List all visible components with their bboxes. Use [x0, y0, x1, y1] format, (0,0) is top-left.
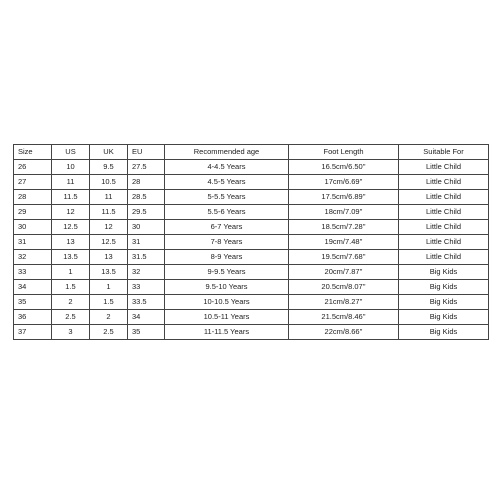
cell-recommended-age: 11-11.5 Years — [165, 325, 289, 340]
cell-us: 13 — [52, 235, 90, 250]
cell-recommended-age: 8-9 Years — [165, 250, 289, 265]
cell-size: 26 — [14, 160, 52, 175]
cell-size: 32 — [14, 250, 52, 265]
cell-eu: 35 — [128, 325, 165, 340]
cell-foot-length: 17cm/6.69'' — [289, 175, 399, 190]
cell-size: 36 — [14, 310, 52, 325]
cell-suitable-for: Little Child — [399, 205, 489, 220]
header-uk: UK — [90, 145, 128, 160]
cell-uk: 11.5 — [90, 205, 128, 220]
cell-us: 2 — [52, 295, 90, 310]
table-row — [14, 295, 489, 310]
cell-foot-length: 20.5cm/8.07'' — [289, 280, 399, 295]
cell-uk: 12 — [90, 220, 128, 235]
cell-suitable-for: Little Child — [399, 235, 489, 250]
table-row — [14, 160, 489, 175]
table-row — [14, 265, 489, 280]
cell-foot-length: 16.5cm/6.50'' — [289, 160, 399, 175]
table-row — [14, 220, 489, 235]
header-suitable-for: Suitable For — [399, 145, 489, 160]
cell-recommended-age: 6-7 Years — [165, 220, 289, 235]
cell-size: 30 — [14, 220, 52, 235]
cell-uk: 2.5 — [90, 325, 128, 340]
cell-recommended-age: 5.5-6 Years — [165, 205, 289, 220]
cell-suitable-for: Big Kids — [399, 325, 489, 340]
header-row — [14, 145, 489, 160]
cell-suitable-for: Big Kids — [399, 310, 489, 325]
header-us: US — [52, 145, 90, 160]
cell-suitable-for: Big Kids — [399, 280, 489, 295]
size-chart-table — [13, 144, 489, 340]
cell-size: 33 — [14, 265, 52, 280]
cell-us: 1.5 — [52, 280, 90, 295]
cell-uk: 1 — [90, 280, 128, 295]
cell-eu: 29.5 — [128, 205, 165, 220]
table-row — [14, 310, 489, 325]
cell-foot-length: 21.5cm/8.46'' — [289, 310, 399, 325]
cell-us: 12 — [52, 205, 90, 220]
table-body — [14, 160, 489, 340]
cell-us: 2.5 — [52, 310, 90, 325]
table-row — [14, 175, 489, 190]
cell-recommended-age: 10.5-11 Years — [165, 310, 289, 325]
cell-recommended-age: 5-5.5 Years — [165, 190, 289, 205]
table-row — [14, 235, 489, 250]
cell-foot-length: 20cm/7.87'' — [289, 265, 399, 280]
cell-uk: 13.5 — [90, 265, 128, 280]
cell-size: 31 — [14, 235, 52, 250]
cell-foot-length: 18cm/7.09'' — [289, 205, 399, 220]
cell-recommended-age: 4.5-5 Years — [165, 175, 289, 190]
cell-eu: 30 — [128, 220, 165, 235]
cell-suitable-for: Little Child — [399, 160, 489, 175]
table-row — [14, 325, 489, 340]
cell-uk: 10.5 — [90, 175, 128, 190]
header-size: Size — [14, 145, 52, 160]
cell-us: 11 — [52, 175, 90, 190]
cell-us: 13.5 — [52, 250, 90, 265]
cell-uk: 2 — [90, 310, 128, 325]
header-eu: EU — [128, 145, 165, 160]
cell-eu: 32 — [128, 265, 165, 280]
table-row — [14, 190, 489, 205]
cell-recommended-age: 9.5-10 Years — [165, 280, 289, 295]
cell-foot-length: 18.5cm/7.28'' — [289, 220, 399, 235]
cell-suitable-for: Big Kids — [399, 295, 489, 310]
cell-size: 28 — [14, 190, 52, 205]
cell-us: 12.5 — [52, 220, 90, 235]
cell-eu: 27.5 — [128, 160, 165, 175]
cell-recommended-age: 4-4.5 Years — [165, 160, 289, 175]
cell-us: 1 — [52, 265, 90, 280]
cell-us: 10 — [52, 160, 90, 175]
cell-eu: 33.5 — [128, 295, 165, 310]
table-row — [14, 280, 489, 295]
cell-foot-length: 22cm/8.66'' — [289, 325, 399, 340]
cell-size: 37 — [14, 325, 52, 340]
cell-size: 27 — [14, 175, 52, 190]
cell-uk: 9.5 — [90, 160, 128, 175]
cell-us: 3 — [52, 325, 90, 340]
cell-size: 35 — [14, 295, 52, 310]
cell-eu: 28.5 — [128, 190, 165, 205]
cell-suitable-for: Little Child — [399, 250, 489, 265]
cell-us: 11.5 — [52, 190, 90, 205]
cell-uk: 1.5 — [90, 295, 128, 310]
cell-recommended-age: 9-9.5 Years — [165, 265, 289, 280]
cell-eu: 34 — [128, 310, 165, 325]
header-recommended-age: Recommended age — [165, 145, 289, 160]
cell-suitable-for: Little Child — [399, 175, 489, 190]
cell-suitable-for: Big Kids — [399, 265, 489, 280]
cell-eu: 28 — [128, 175, 165, 190]
cell-suitable-for: Little Child — [399, 220, 489, 235]
cell-size: 29 — [14, 205, 52, 220]
cell-eu: 33 — [128, 280, 165, 295]
cell-foot-length: 19cm/7.48'' — [289, 235, 399, 250]
header-foot-length: Foot Length — [289, 145, 399, 160]
cell-eu: 31 — [128, 235, 165, 250]
cell-suitable-for: Little Child — [399, 190, 489, 205]
table-row — [14, 205, 489, 220]
cell-size: 34 — [14, 280, 52, 295]
cell-foot-length: 19.5cm/7.68'' — [289, 250, 399, 265]
cell-uk: 11 — [90, 190, 128, 205]
cell-recommended-age: 10-10.5 Years — [165, 295, 289, 310]
cell-uk: 13 — [90, 250, 128, 265]
cell-foot-length: 17.5cm/6.89'' — [289, 190, 399, 205]
cell-uk: 12.5 — [90, 235, 128, 250]
table-row — [14, 250, 489, 265]
cell-recommended-age: 7-8 Years — [165, 235, 289, 250]
cell-eu: 31.5 — [128, 250, 165, 265]
cell-foot-length: 21cm/8.27'' — [289, 295, 399, 310]
